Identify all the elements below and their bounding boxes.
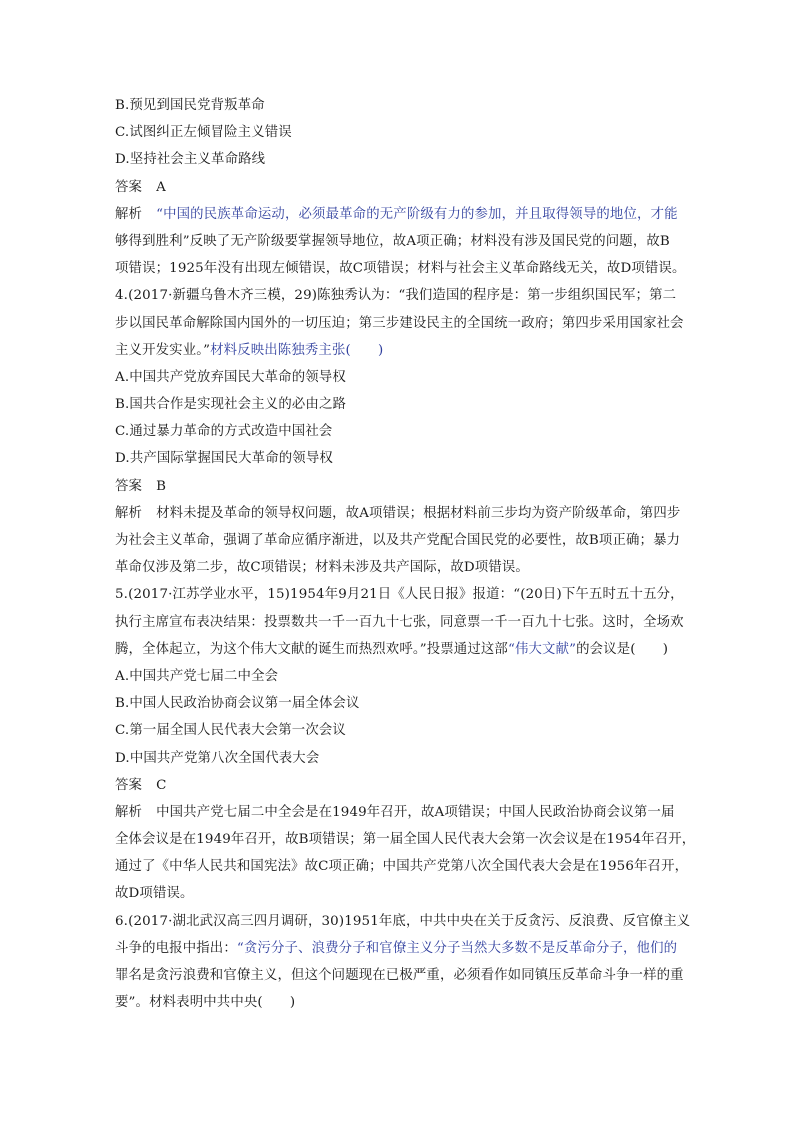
q5-stem-line-3 <box>115 636 700 663</box>
q4-analysis-line-2: 为社会主义革命，强调了革命应循序渐进，以及共产党配合国民党的必要性，故B项正确；暴力 <box>115 533 681 548</box>
analysis-label: 解析 <box>115 206 143 222</box>
answer-label: 答案 <box>115 179 143 195</box>
q3-answer <box>115 174 700 201</box>
q5-option-c: C.第一届全国人民代表大会第一次会议 <box>115 723 346 739</box>
q4-option-b: B.国共合作是实现社会主义的必由之路 <box>115 397 347 413</box>
q5-analysis-line-3: 通过了《中华人民共和国宪法》故C项正确；中国共产党第八次全国代表大会是在1956年召开， <box>115 859 689 875</box>
q5-stem-prompt: 的会议是( ) <box>576 641 669 657</box>
q3-option-c: C.试图纠正左倾冒险主义错误 <box>115 125 292 141</box>
answer-label: 答案 <box>115 478 143 494</box>
q4-option-d: D.共产国际掌握国民大革命的领导权 <box>115 451 333 467</box>
q6-stem-line-1: 6.(2017·湖北武汉高三四月调研，30)1951年底，中共中央在关于反贪污、反浪费、反官僚主义 <box>115 913 691 929</box>
analysis-quote: “中国的民族革命运动，必须最革命的无产阶级有力的参加，并且取得领导的地位，才能 <box>156 206 678 222</box>
q5-option-b: B.中国人民政治协商会议第一届全体会议 <box>115 696 360 712</box>
q4-stem-line-1: 4.(2017·新疆乌鲁木齐三模，29)陈独秀认为：“我们造国的程序是：第一步组织国民军；第二 <box>115 288 677 304</box>
q3-analysis-line-1 <box>115 201 700 228</box>
analysis-label: 解析 <box>115 804 143 820</box>
analysis-text: 材料未提及革命的领导权问题，故A项错误；根据材料前三步均为资产阶级革命，第四步 <box>156 505 681 521</box>
q4-option-c: C.通过暴力革命的方式改造中国社会 <box>115 424 333 440</box>
q5-answer <box>115 772 700 799</box>
q5-analysis-line-2: 全体会议是在1949年召开，故B项错误；第一届全国人民代表大会第一次会议是在1954年召开， <box>115 832 696 848</box>
q6-stem-line-4: 要”。材料表明中共中央( ) <box>115 995 296 1011</box>
q5-stem-text: 腾，全体起立，为这个伟大文献的诞生而热烈欢呼。”投票通过这部 <box>115 641 508 657</box>
q6-stem-quote: “贪污分子、浪费分子和官僚主义分子当然大多数不是反革命分子，他们的 <box>236 940 678 956</box>
answer-value: C <box>156 777 167 793</box>
q5-option-d: D.中国共产党第八次全国代表大会 <box>115 750 320 766</box>
q5-analysis-line-1 <box>115 799 700 826</box>
q5-stem-line-1: 5.(2017·江苏学业水平，15)1954年9月21日《人民日报》报道：“(20日)下午五时五十五分， <box>115 587 684 603</box>
analysis-label: 解析 <box>115 505 143 521</box>
answer-label: 答案 <box>115 777 143 793</box>
q3-analysis-line-2: 够得到胜利”反映了无产阶级要掌握领导地位，故A项正确；材料没有涉及国民党的问题，故B <box>115 233 670 249</box>
q6-stem-line-2 <box>115 935 700 962</box>
q5-option-a: A.中国共产党七届二中全会 <box>115 668 279 684</box>
q4-option-a: A.中国共产党放弃国民大革命的领导权 <box>115 369 346 385</box>
q4-stem-prompt: 材料反映出陈独秀主张( ) <box>210 342 384 358</box>
q6-stem-text: 斗争的电报中指出： <box>115 940 237 956</box>
q4-stem-line-3 <box>115 337 700 364</box>
q5-stem-line-2: 执行主席宣布表决结果：投票数共一千一百九十七张，同意票一千一百九十七张。这时，全场欢 <box>115 614 684 630</box>
q3-analysis-line-3: 项错误；1925年没有出现左倾错误，故C项错误；材料与社会主义革命路线无关，故D项错误。 <box>115 261 686 277</box>
q4-stem-line-2: 步以国民革命解除国内国外的一切压迫；第三步建设民主的全国统一政府；第四步采用国家社会 <box>115 315 684 331</box>
q5-stem-highlight: “伟大文献” <box>507 641 577 657</box>
q6-stem-line-3: 罪名是贪污浪费和官僚主义，但这个问题现在已极严重，必须看作如同镇压反革命斗争一样的重 <box>115 968 684 983</box>
q4-analysis-line-1 <box>115 500 700 527</box>
answer-value: B <box>156 478 167 494</box>
answer-value: A <box>156 179 166 195</box>
q4-analysis-line-3: 革命仅涉及第二步，故C项错误；材料未涉及共产国际，故D项错误。 <box>115 560 529 576</box>
q4-stem-quote-end: 主义开发实业。” <box>115 342 211 358</box>
document-page <box>115 92 700 1016</box>
q4-answer <box>115 473 700 500</box>
q3-option-d: D.坚持社会主义革命路线 <box>115 152 266 168</box>
q5-analysis-line-4: 故D项错误。 <box>115 886 194 902</box>
analysis-text: 中国共产党七届二中全会是在1949年召开，故A项错误；中国人民政治协商会议第一届 <box>156 804 675 820</box>
q3-option-b: B.预见到国民党背叛革命 <box>115 98 265 113</box>
